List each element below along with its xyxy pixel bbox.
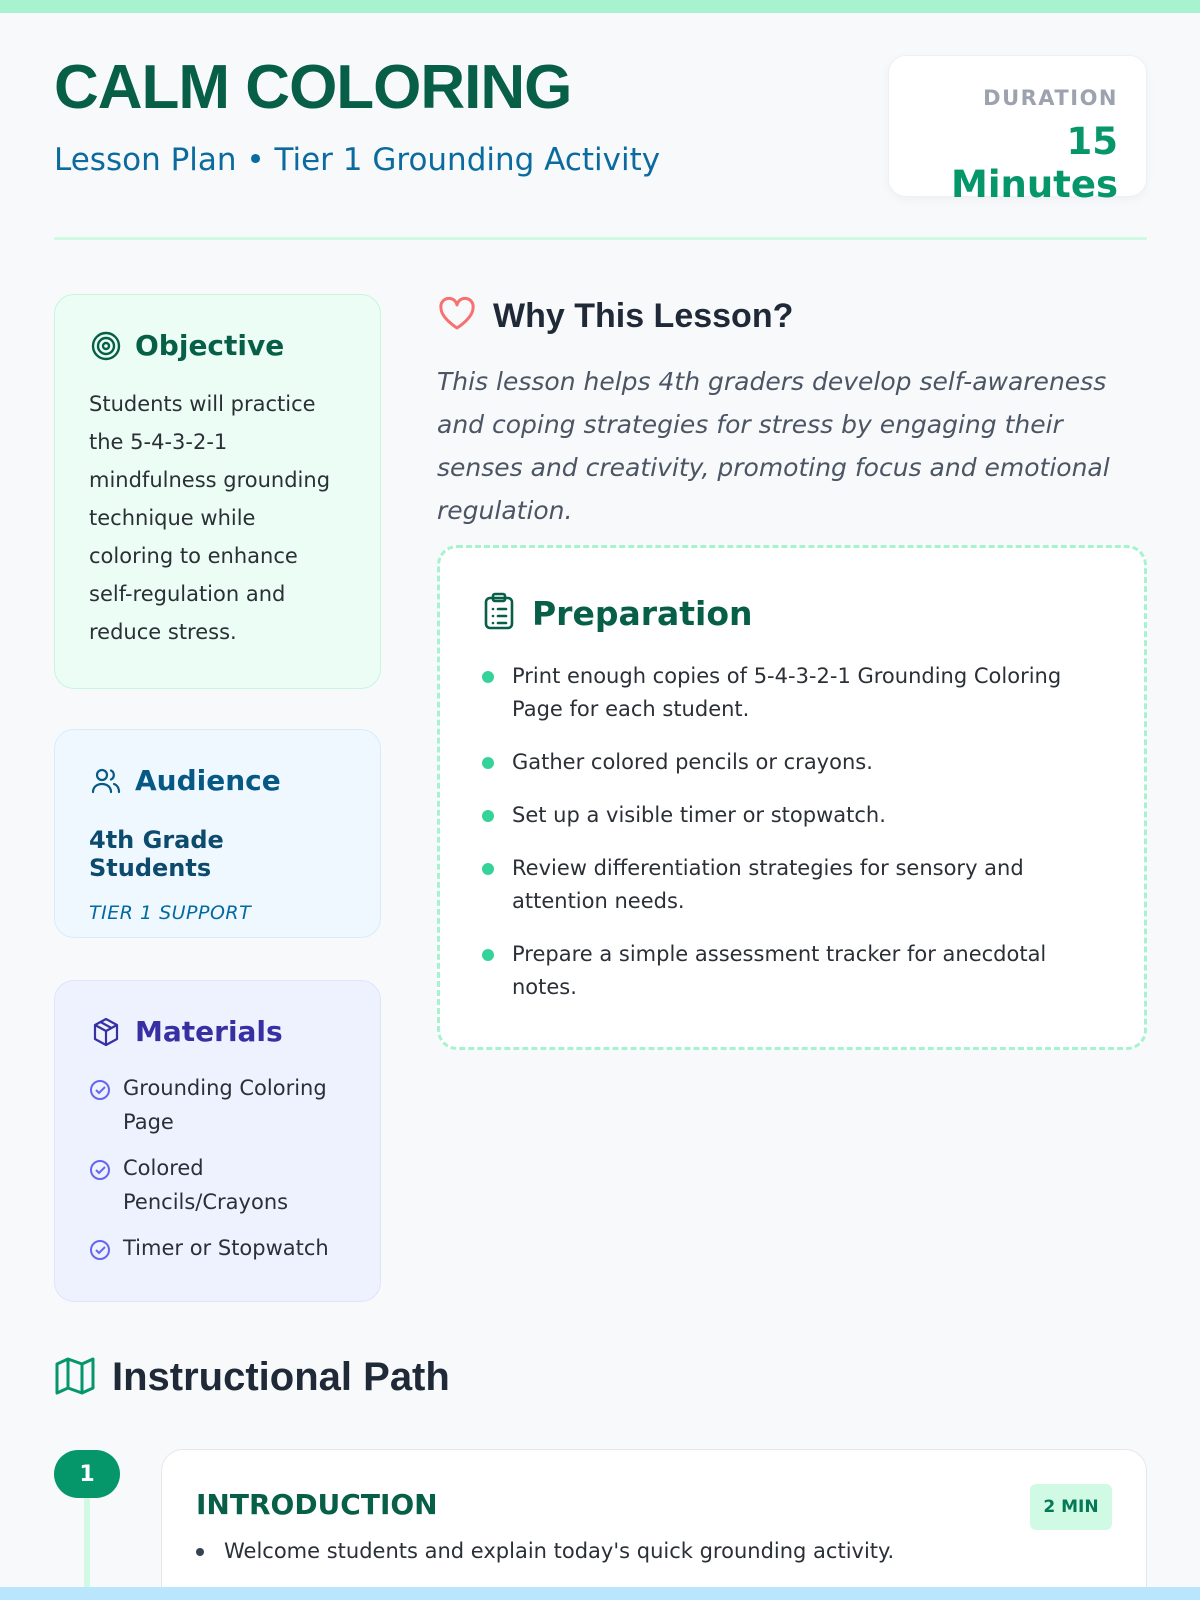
- check-circle-icon: [89, 1071, 111, 1139]
- bullet-dot: [482, 949, 494, 961]
- step-title: INTRODUCTION: [196, 1488, 438, 1521]
- materials-item-label: Grounding Coloring Page: [123, 1076, 327, 1134]
- map-icon: [54, 1356, 96, 1400]
- why-title: Why This Lesson?: [493, 296, 794, 335]
- preparation-card: [437, 545, 1147, 1050]
- timeline-connector: [84, 1498, 90, 1598]
- preparation-item-text: Print enough copies of 5-4-3-2-1 Grounding Coloring Page for each student.: [512, 664, 1062, 721]
- preparation-item-text: Prepare a simple assessment tracker for anecdotal notes.: [512, 942, 1047, 999]
- step-duration-badge: 2 MIN: [1030, 1484, 1112, 1530]
- preparation-item: [482, 852, 1102, 918]
- preparation-item: [482, 799, 1102, 832]
- bullet-dot: [482, 671, 494, 683]
- instructional-path-header: [54, 1355, 450, 1400]
- objective-text: Students will practice the 5-4-3-2-1 mindfulness grounding technique while coloring to enhance self-regulation and reduce stress.: [89, 392, 331, 644]
- heart-icon: [437, 296, 477, 336]
- page-header: [54, 52, 1147, 242]
- audience-tier: TIER 1 SUPPORT: [89, 902, 252, 924]
- target-icon: [89, 329, 123, 363]
- page-subtitle: Lesson Plan • Tier 1 Grounding Activity: [54, 142, 661, 178]
- materials-title: Materials: [135, 1015, 283, 1048]
- why-section: [437, 296, 1147, 532]
- why-text: This lesson helps 4th graders develop self-awareness and coping strategies for stress by engaging their senses and creativity, promoting focus and emotional regulation.: [437, 367, 1110, 525]
- preparation-item-text: Gather colored pencils or crayons.: [512, 750, 873, 774]
- check-circle-icon: [89, 1151, 111, 1219]
- objective-card: [54, 294, 381, 689]
- preparation-item-text: Set up a visible timer or stopwatch.: [512, 803, 886, 827]
- bullet-dot: [482, 810, 494, 822]
- box-icon: [89, 1015, 123, 1049]
- page-title: CALM COLORING: [54, 53, 572, 122]
- materials-item: [89, 1231, 346, 1271]
- bullet-dot: [482, 863, 494, 875]
- duration-value: 15 Minutes: [951, 120, 1118, 206]
- materials-item: [89, 1151, 346, 1219]
- clipboard-icon: [482, 592, 516, 634]
- materials-item: [89, 1071, 346, 1139]
- preparation-item-text: Review differentiation strategies for sensory and attention needs.: [512, 856, 1024, 913]
- preparation-title: Preparation: [532, 593, 753, 633]
- preparation-item: [482, 660, 1102, 726]
- step-item-text: Welcome students and explain today's quick grounding activity.: [224, 1539, 895, 1563]
- audience-card: [54, 729, 381, 938]
- materials-item-label: Colored Pencils/Crayons: [123, 1156, 289, 1214]
- preparation-item: [482, 746, 1102, 779]
- duration-label: DURATION: [983, 86, 1118, 110]
- users-icon: [89, 764, 123, 798]
- header-divider: [54, 237, 1147, 240]
- bullet-dot: [196, 1548, 204, 1556]
- check-circle-icon: [89, 1231, 111, 1271]
- instructional-path-title: Instructional Path: [112, 1355, 450, 1399]
- step-number: 1: [54, 1450, 120, 1498]
- materials-item-label: Timer or Stopwatch: [123, 1236, 329, 1260]
- top-accent-bar: [0, 0, 1200, 13]
- bottom-accent-bar: [0, 1587, 1200, 1600]
- step-card: [161, 1449, 1147, 1600]
- objective-title: Objective: [135, 329, 285, 362]
- preparation-item: [482, 938, 1102, 1004]
- audience-grade: 4th Grade Students: [89, 826, 224, 882]
- materials-card: [54, 980, 381, 1302]
- bullet-dot: [482, 757, 494, 769]
- step-item: [196, 1539, 1112, 1563]
- audience-title: Audience: [135, 764, 281, 797]
- duration-card: [888, 55, 1147, 206]
